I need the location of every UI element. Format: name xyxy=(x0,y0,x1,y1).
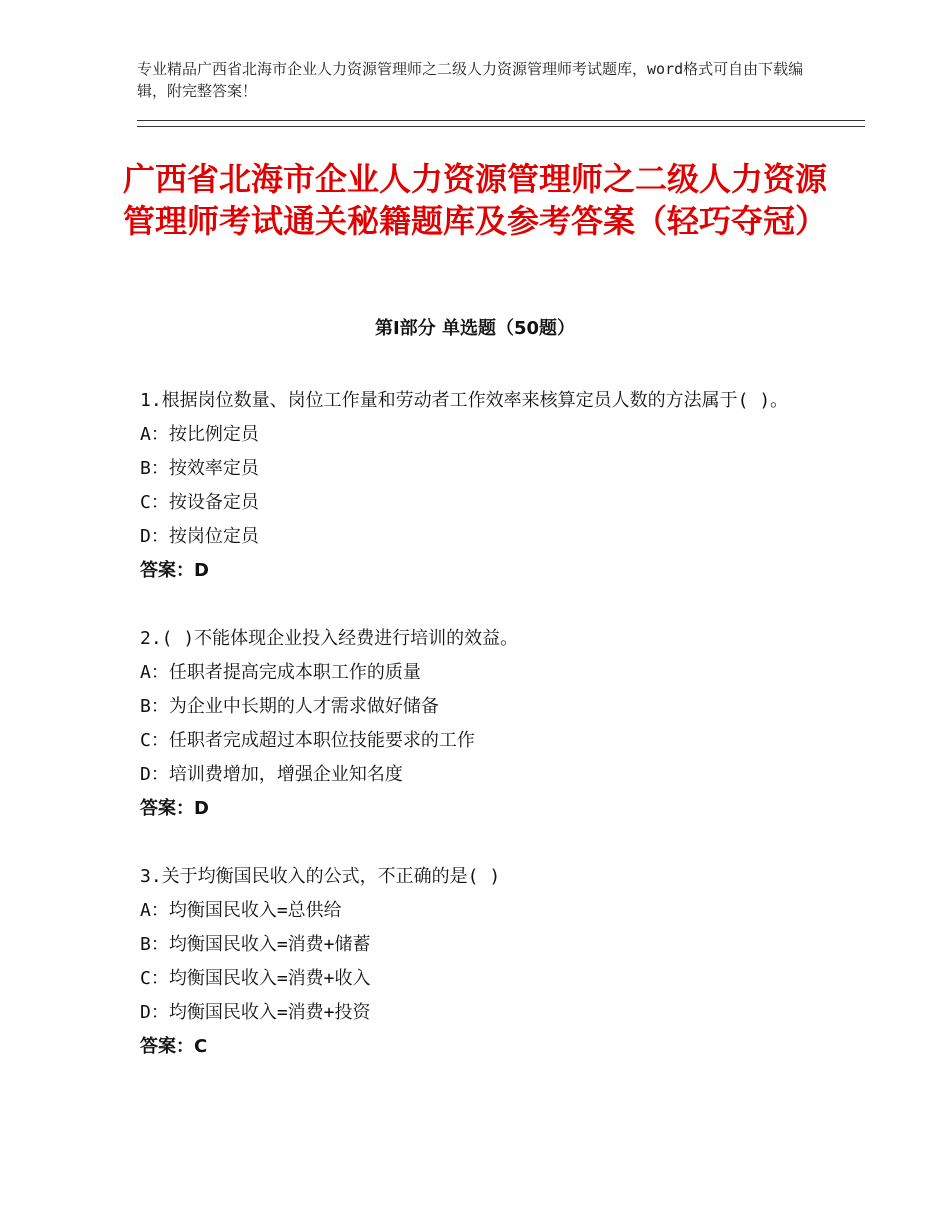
option-c: C：均衡国民收入=消费+收入 xyxy=(140,968,371,989)
question-stem: 2.( )不能体现企业投入经费进行培训的效益。 xyxy=(140,628,519,649)
option-a: A：按比例定员 xyxy=(140,424,259,445)
option-a: A：任职者提高完成本职工作的质量 xyxy=(140,662,421,683)
header-note: 专业精品广西省北海市企业人力资源管理师之二级人力资源管理师考试题库，word格式可自由下载编辑，附完整答案！ xyxy=(137,60,804,100)
question-1 xyxy=(140,384,820,588)
option-b: B：均衡国民收入=消费+储蓄 xyxy=(140,934,371,955)
question-list xyxy=(140,384,820,1098)
document-title: 广西省北海市企业人力资源管理师之二级人力资源管理师考试通关秘籍题库及参考答案（轻巧夺冠） xyxy=(122,160,827,240)
option-d: D：培训费增加，增强企业知名度 xyxy=(140,764,403,785)
answer-label: 答案：D xyxy=(140,560,209,581)
answer-label: 答案：D xyxy=(140,798,209,819)
section-title: 第Ⅰ部分 单选题（50题） xyxy=(374,318,575,339)
question-2 xyxy=(140,622,820,826)
option-d: D：按岗位定员 xyxy=(140,526,259,547)
answer-label: 答案：C xyxy=(140,1036,208,1057)
question-stem: 1.根据岗位数量、岗位工作量和劳动者工作效率来核算定员人数的方法属于( )。 xyxy=(140,390,789,411)
option-b: B：为企业中长期的人才需求做好储备 xyxy=(140,696,439,717)
header-divider xyxy=(137,120,865,127)
option-b: B：按效率定员 xyxy=(140,458,259,479)
question-stem: 3.关于均衡国民收入的公式，不正确的是( ) xyxy=(140,866,501,887)
option-a: A：均衡国民收入=总供给 xyxy=(140,900,342,921)
option-d: D：均衡国民收入=消费+投资 xyxy=(140,1002,371,1023)
option-c: C：按设备定员 xyxy=(140,492,259,513)
option-c: C：任职者完成超过本职位技能要求的工作 xyxy=(140,730,475,751)
question-3 xyxy=(140,860,820,1064)
